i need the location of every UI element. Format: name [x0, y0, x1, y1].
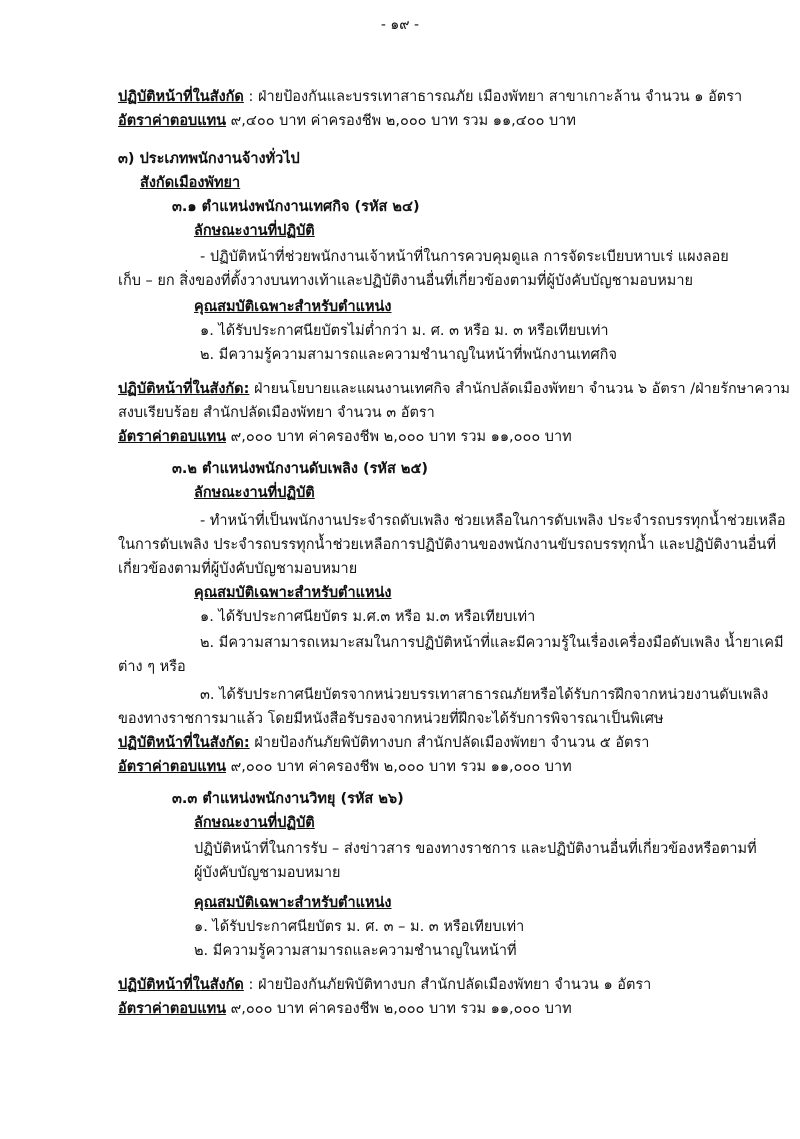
rate-label: อัตราค่าตอบแทน	[118, 1001, 227, 1017]
duty-text: : ฝ่ายป้องกันภัยพิบัติทางบก สำนักปลัดเมืองพัทยา จำนวน ๑ อัตรา	[243, 977, 652, 993]
position-1-qual-label: คุณสมบัติเฉพาะสำหรับตำแหน่ง	[194, 299, 392, 315]
position-1-work-line: เก็บ – ยก สิ่งของที่ตั้งวางบนทางเท้าและปฏิบัติงานอื่นที่เกี่ยวข้องตามที่ผู้บังคับบัญชามอบหมาย	[118, 273, 693, 289]
position-1-title: ๓.๑ ตำแหน่งพนักงานเทศกิจ (รหัส ๒๔)	[172, 199, 420, 215]
duty-label: ปฏิบัติหน้าที่ในสังกัด:	[118, 381, 250, 397]
position-3-qual: ๒. มีความรู้ความสามารถและความชำนาญในหน้าที่	[194, 943, 517, 959]
position-2-duty-line	[118, 732, 649, 754]
rate-label: อัตราค่าตอบแทน	[118, 759, 227, 775]
position-2-work-label: ลักษณะงานที่ปฏิบัติ	[194, 485, 315, 501]
position-2-qual: ของทางราชการมาแล้ว โดยมีหนังสือรับรองจากหน่วยที่ฝึกจะได้รับการพิจารณาเป็นพิเศษ	[118, 711, 664, 727]
position-1-rate-line	[118, 426, 572, 448]
position-3-rate-line	[118, 998, 572, 1020]
position-3-work-label: ลักษณะงานที่ปฏิบัติ	[194, 815, 315, 831]
intro-duty-line	[118, 86, 742, 108]
position-2-qual: ๒. มีความสามารถเหมาะสมในการปฏิบัติหน้าที่และมีความรู้ในเรื่องเครื่องมือดับเพลิง น้ำยาเคมี	[200, 635, 784, 651]
position-2-qual: ๑. ได้รับประกาศนียบัตร ม.ศ.๓ หรือ ม.๓ หรือเทียบเท่า	[200, 609, 536, 625]
position-1-qual: ๑. ได้รับประกาศนียบัตรไม่ต่ำกว่า ม. ศ. ๓ หรือ ม. ๓ หรือเทียบเท่า	[200, 323, 609, 339]
rate-text: ๙,๐๐๐ บาท ค่าครองชีพ ๒,๐๐๐ บาท รวม ๑๑,๐๐๐ บาท	[226, 429, 572, 445]
position-2-work-line: ในการดับเพลิง ประจำรถบรรทุกน้ำช่วยเหลือการปฏิบัติงานของพนักงานขับรถบรรทุกน้ำ และปฏิบัติงานอื่นที่	[118, 537, 777, 553]
position-1-duty-line	[118, 378, 790, 400]
position-2-qual-label: คุณสมบัติเฉพาะสำหรับตำแหน่ง	[194, 585, 392, 601]
position-1-qual: ๒. มีความรู้ความสามารถและความชำนาญในหน้าที่พนักงานเทศกิจ	[200, 347, 617, 363]
rate-text: ๙,๐๐๐ บาท ค่าครองชีพ ๒,๐๐๐ บาท รวม ๑๑,๐๐๐ บาท	[226, 759, 572, 775]
position-3-title: ๓.๓ ตำแหน่งพนักงานวิทยุ (รหัส ๒๖)	[172, 791, 404, 807]
rate-label: อัตราค่าตอบแทน	[118, 113, 227, 129]
position-3-duty-line	[118, 974, 651, 996]
category-heading: ๓) ประเภทพนักงานจ้างทั่วไป	[118, 151, 300, 167]
position-2-work-line: - ทำหน้าที่เป็นพนักงานประจำรถดับเพลิง ช่วยเหลือในการดับเพลิง ประจำรถบรรทุกน้ำช่วยเหลือ	[200, 513, 786, 529]
position-3-qual-label: คุณสมบัติเฉพาะสำหรับตำแหน่ง	[194, 895, 392, 911]
position-2-work-line: เกี่ยวข้องตามที่ผู้บังคับบัญชามอบหมาย	[118, 561, 358, 577]
duty-text: ฝ่ายป้องกันภัยพิบัติทางบก สำนักปลัดเมืองพัทยา จำนวน ๕ อัตรา	[249, 735, 650, 751]
position-3-work-line: ผู้บังคับบัญชามอบหมาย	[194, 865, 341, 881]
page-number: - ๑๙ -	[380, 17, 420, 33]
position-2-title: ๓.๒ ตำแหน่งพนักงานดับเพลิง (รหัส ๒๕)	[172, 461, 429, 477]
position-2-qual: ๓. ได้รับประกาศนียบัตรจากหน่วยบรรเทาสาธารณภัยหรือได้รับการฝึกจากหน่วยงานดับเพลิง	[200, 687, 769, 703]
position-3-qual: ๑. ได้รับประกาศนียบัตร ม. ศ. ๓ – ม. ๓ หรือเทียบเท่า	[194, 919, 525, 935]
category-affiliation: สังกัดเมืองพัทยา	[140, 175, 241, 191]
intro-rate-line	[118, 110, 576, 132]
duty-label: ปฏิบัติหน้าที่ในสังกัด:	[118, 735, 250, 751]
position-3-work-line: ปฏิบัติหน้าที่ในการรับ – ส่งข่าวสาร ของทางราชการ และปฏิบัติงานอื่นที่เกี่ยวข้องหรือตามที่	[194, 841, 757, 857]
rate-text: ๙,๔๐๐ บาท ค่าครองชีพ ๒,๐๐๐ บาท รวม ๑๑,๔๐๐ บาท	[226, 113, 576, 129]
duty-label: ปฏิบัติหน้าที่ในสังกัด	[118, 977, 244, 993]
duty-text: : ฝ่ายป้องกันและบรรเทาสาธารณภัย เมืองพัทยา สาขาเกาะล้าน จำนวน ๑ อัตรา	[243, 89, 743, 105]
position-2-qual: ต่าง ๆ หรือ	[118, 659, 186, 675]
rate-label: อัตราค่าตอบแทน	[118, 429, 227, 445]
position-1-duty-line: สงบเรียบร้อย สำนักปลัดเมืองพัทยา จำนวน ๓ อัตรา	[118, 405, 435, 421]
position-1-work-label: ลักษณะงานที่ปฏิบัติ	[194, 223, 315, 239]
duty-label: ปฏิบัติหน้าที่ในสังกัด	[118, 89, 244, 105]
position-1-work-line: - ปฏิบัติหน้าที่ช่วยพนักงานเจ้าหน้าที่ในการควบคุมดูแล การจัดระเบียบหาบเร่ แผงลอย	[200, 249, 729, 265]
position-2-rate-line	[118, 756, 572, 778]
duty-text: ฝ่ายนโยบายและแผนงานเทศกิจ สำนักปลัดเมืองพัทยา จำนวน ๖ อัตรา /ฝ่ายรักษาความ	[249, 381, 790, 397]
rate-text: ๙,๐๐๐ บาท ค่าครองชีพ ๒,๐๐๐ บาท รวม ๑๑,๐๐๐ บาท	[226, 1001, 572, 1017]
